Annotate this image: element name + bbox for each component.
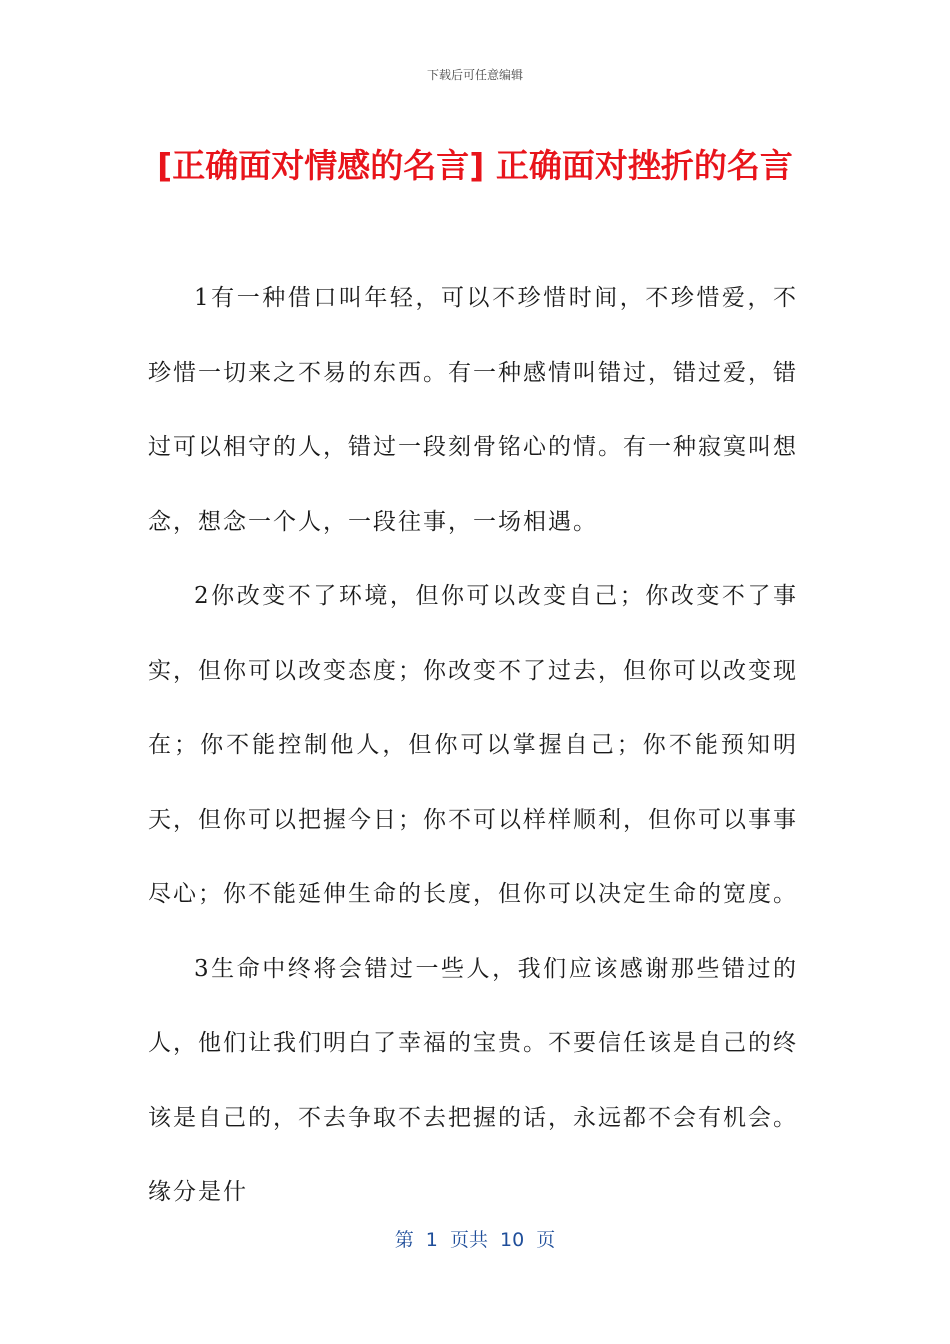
document-body bbox=[148, 261, 798, 1230]
paragraph-1: 1有一种借口叫年轻，可以不珍惜时间，不珍惜爱，不珍惜一切来之不易的东西。有一种感情叫错过，错过爱，错过可以相守的人，错过一段刻骨铭心的情。有一种寂寞叫想念，想念一个人，一段往事，一场相遇。 bbox=[148, 285, 798, 535]
paragraph-3: 3生命中终将会错过一些人，我们应该感谢那些错过的人，他们让我们明白了幸福的宝贵。不要信任该是自己的终该是自己的，不去争取不去把握的话，永远都不会有机会。缘分是什 bbox=[148, 955, 798, 1205]
header-note: 下载后可任意编辑 bbox=[426, 68, 523, 82]
page-number-footer: 第 1 页共 10 页 bbox=[394, 1229, 556, 1251]
document-title: [正确面对情感的名言] 正确面对挫折的名言 bbox=[157, 146, 793, 185]
paragraph-2: 2你改变不了环境，但你可以改变自己；你改变不了事实，但你可以改变态度；你改变不了过去，但你可以改变现在；你不能控制他人，但你可以掌握自己；你不能预知明天，但你可以把握今日；你不可以样样顺利，但你可以事事尽心；你不能延伸生命的长度，但你可以决定生命的宽度。 bbox=[148, 583, 798, 907]
